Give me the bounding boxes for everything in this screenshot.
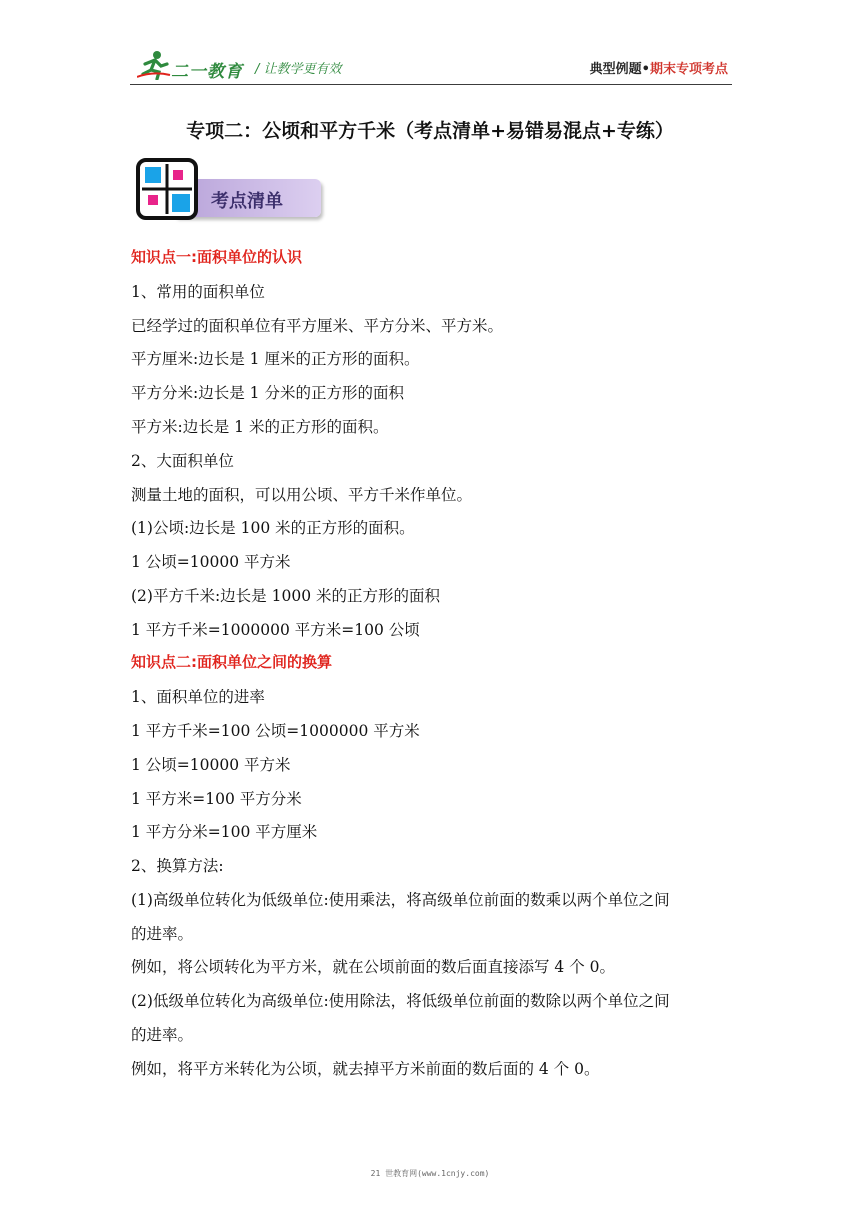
text-line: 的进率。 — [131, 1026, 194, 1044]
text-line: 平方厘米:边长是 1 厘米的正方形的面积。 — [131, 350, 420, 368]
page-header — [0, 0, 860, 86]
text-line: (1)公顷:边长是 100 米的正方形的面积。 — [131, 519, 415, 537]
text-line: 1 平方米=100 平方分米 — [131, 790, 302, 808]
page-title: 专项二：公顷和平方千米（考点清单+易错易混点+专练） — [186, 120, 674, 142]
text-line: 1、常用的面积单位 — [131, 283, 265, 301]
section-badge — [136, 158, 326, 224]
header-category — [590, 58, 728, 77]
page-footer: 21 世教育网(www.1cnjy.com) — [370, 1169, 490, 1178]
text-line: 1 公顷=10000 平方米 — [131, 553, 291, 571]
text-line: (2)低级单位转化为高级单位:使用除法，将低级单位前面的数除以两个单位之间 — [131, 992, 670, 1010]
text-line: (1)高级单位转化为低级单位:使用乘法，将高级单位前面的数乘以两个单位之间 — [131, 891, 670, 909]
knowledge-heading: 知识点二:面积单位之间的换算 — [131, 653, 332, 671]
text-line: 1 平方千米=100 公顷=1000000 平方米 — [131, 722, 420, 740]
logo — [137, 50, 255, 82]
text-line: (2)平方千米:边长是 1000 米的正方形的面积 — [131, 587, 440, 605]
grid-squares-icon — [136, 158, 200, 222]
text-line: 1 公顷=10000 平方米 — [131, 756, 291, 774]
header-category-dark: 典型例题• — [589, 62, 650, 77]
logo-text: 二一教育 — [171, 62, 243, 81]
header-divider — [130, 84, 732, 85]
text-line: 例如，将平方米转化为公顷，就去掉平方米前面的数后面的 4 个 0。 — [131, 1060, 600, 1078]
text-line: 1、面积单位的进率 — [131, 688, 265, 706]
badge-label: 考点清单 — [211, 191, 283, 212]
text-line: 1 平方分米=100 平方厘米 — [131, 823, 318, 841]
text-line: 1 平方千米=1000000 平方米=100 公顷 — [131, 621, 420, 639]
knowledge-heading: 知识点一:面积单位的认识 — [131, 248, 302, 266]
text-line: 平方分米:边长是 1 分米的正方形的面积 — [131, 384, 404, 402]
text-line: 的进率。 — [131, 925, 194, 943]
text-line: 2、换算方法: — [131, 857, 224, 875]
header-category-red: 期末专项考点 — [649, 62, 728, 77]
text-line: 已经学过的面积单位有平方厘米、平方分米、平方米。 — [131, 317, 504, 335]
slogan: / 让教学更有效 — [255, 62, 342, 77]
text-line: 平方米:边长是 1 米的正方形的面积。 — [131, 418, 389, 436]
text-line: 测量土地的面积，可以用公顷、平方千米作单位。 — [131, 486, 473, 504]
text-line: 2、大面积单位 — [131, 452, 234, 470]
runner-logo-icon — [137, 50, 171, 80]
text-line: 例如，将公顷转化为平方米，就在公顷前面的数后面直接添写 4 个 0。 — [131, 958, 616, 976]
